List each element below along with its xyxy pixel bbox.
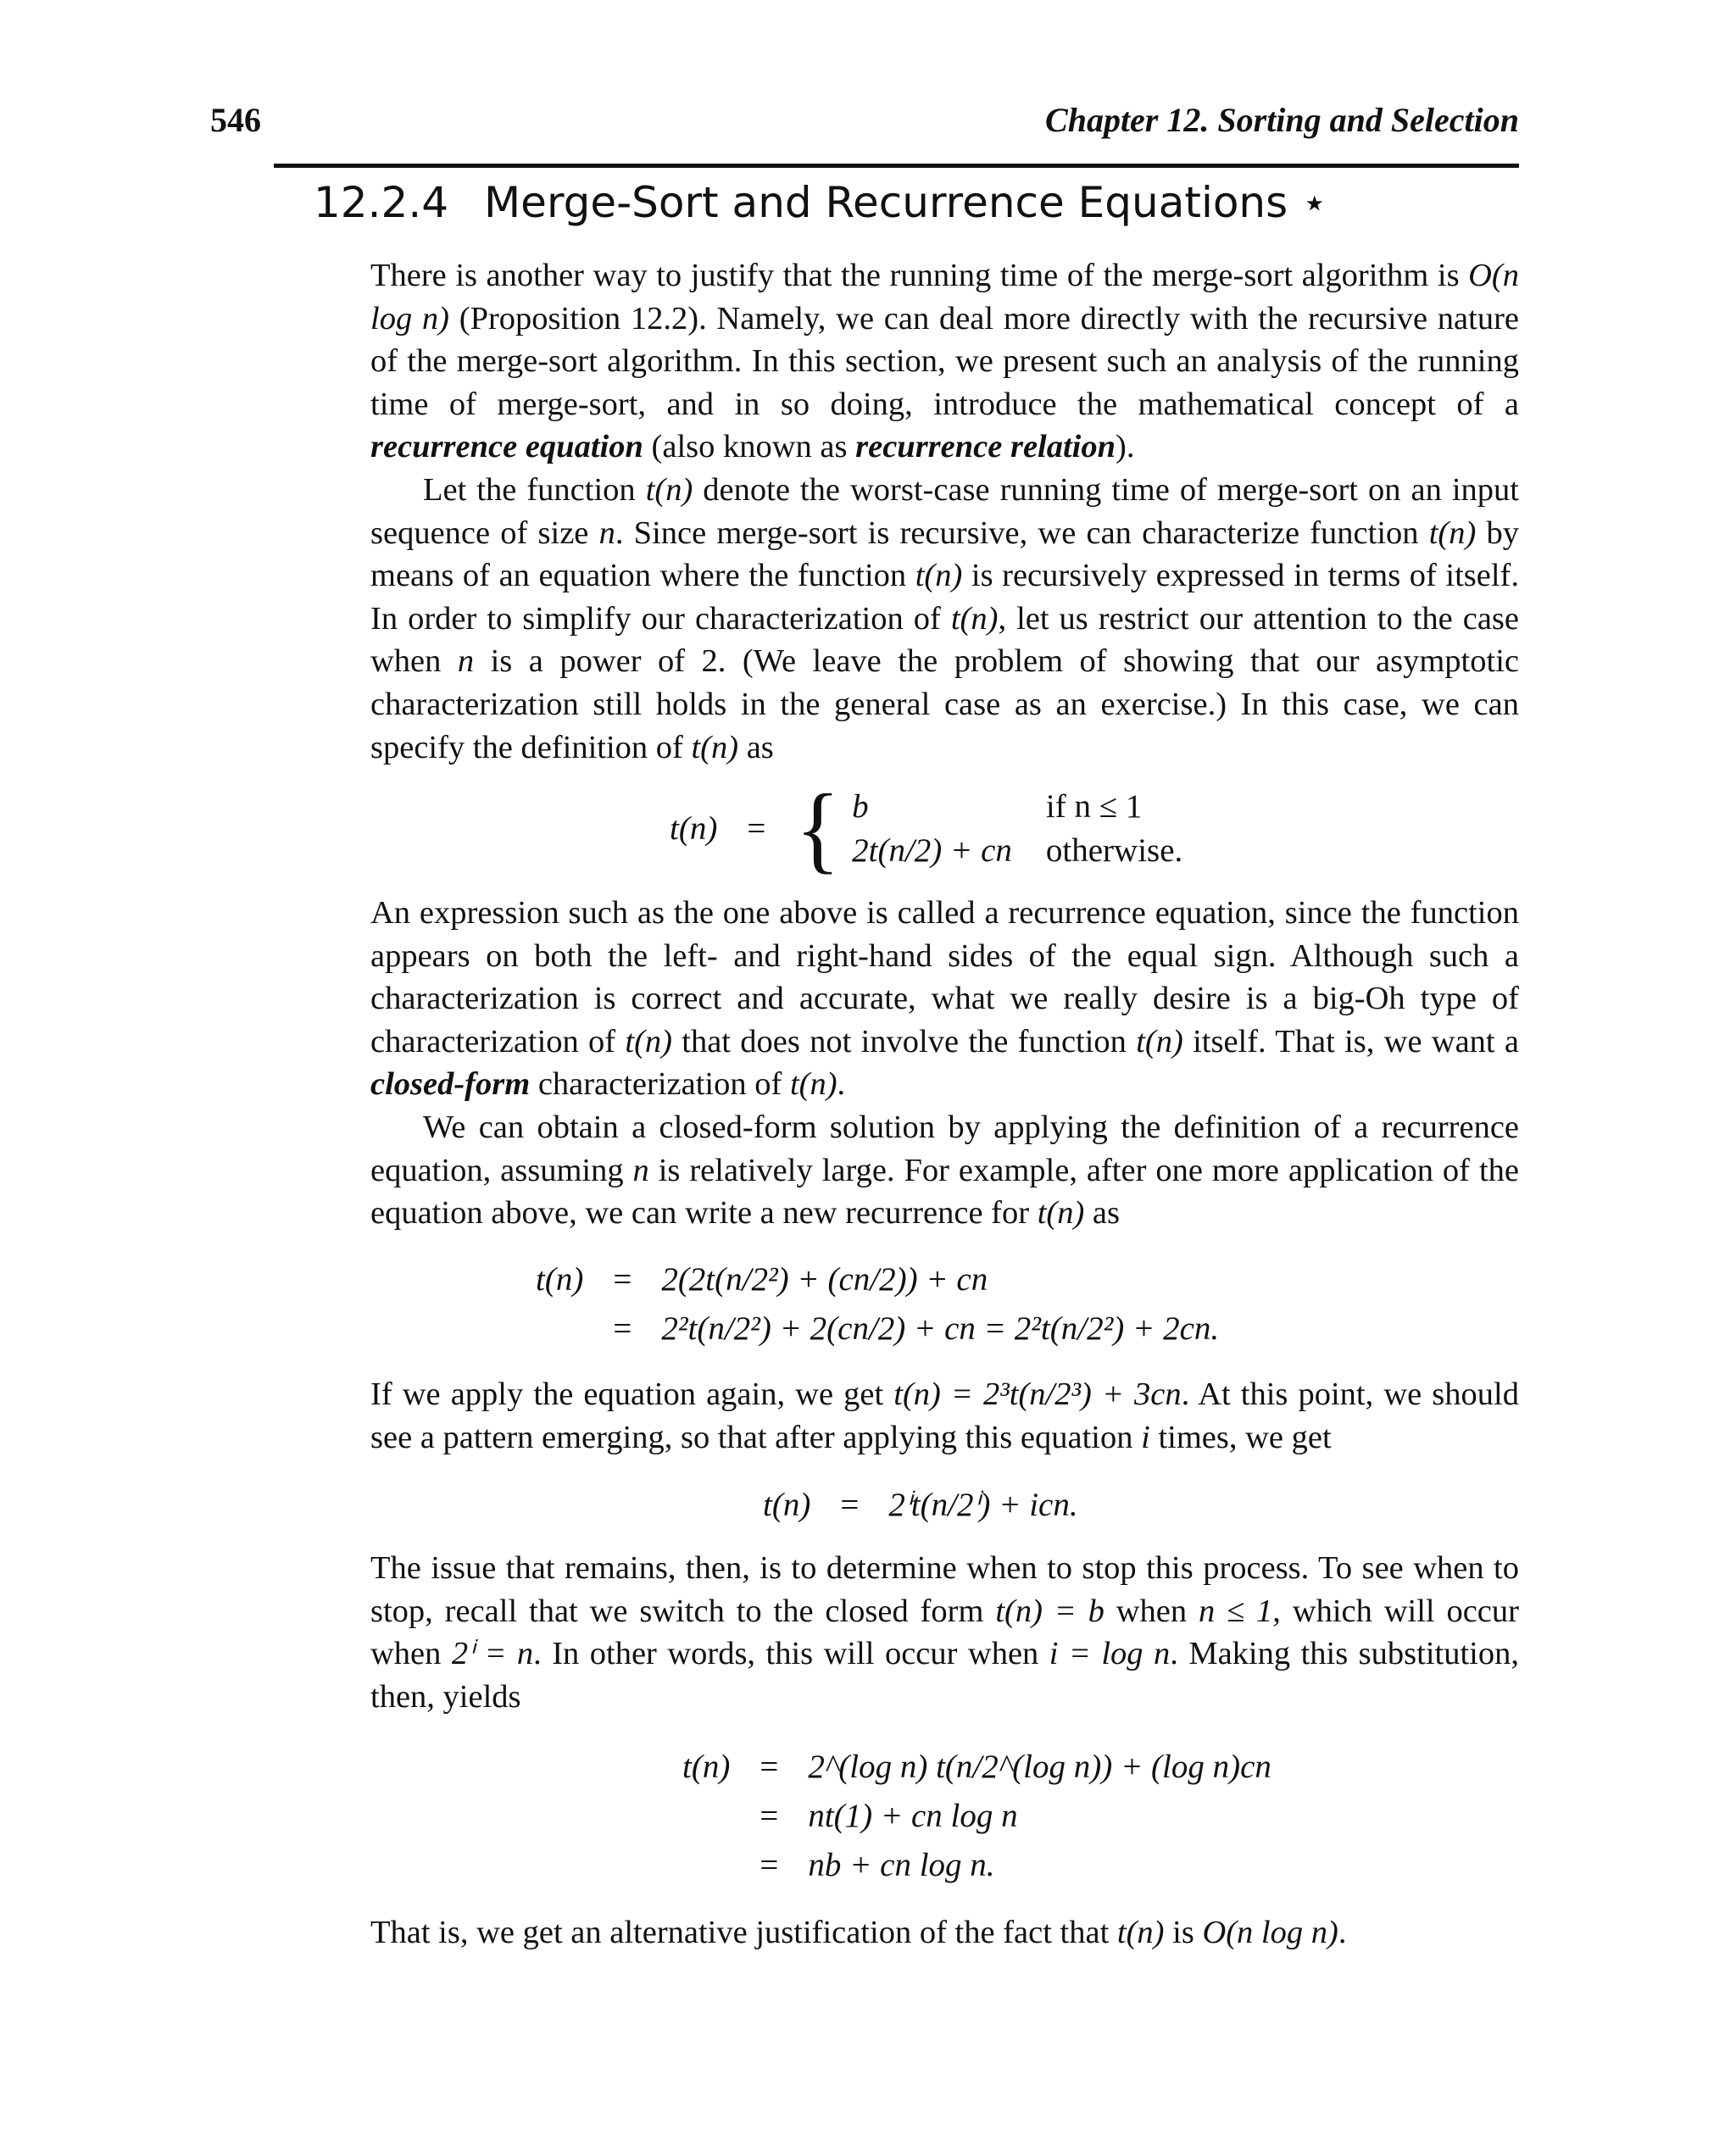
equation-lhs: t(n) <box>670 809 718 847</box>
equation-relation: = <box>760 1748 779 1785</box>
text: is recursively expressed in terms of itself. In order to simplify our characterization of <box>370 558 1519 637</box>
math-inline: t(n) <box>950 600 999 637</box>
text: . Making this substitution, then, yields <box>370 1636 1519 1715</box>
paragraph-1 <box>370 254 1519 769</box>
star-icon: ⋆ <box>1301 178 1328 227</box>
section-heading <box>314 178 1327 227</box>
section-title: Merge-Sort and Recurrence Equations <box>484 178 1288 227</box>
equation-relation: = <box>613 1260 632 1298</box>
text: is relatively large. For example, after one more application of the equation above, we can write a new recurrence for <box>370 1152 1519 1232</box>
equation-rhs: 2ⁱt(n/2ⁱ) + icn. <box>888 1486 1078 1523</box>
equation-relation: = <box>760 1846 779 1883</box>
math-inline: t(n) <box>1428 514 1477 551</box>
text: Let the function <box>423 471 646 508</box>
text: ). <box>1116 429 1135 465</box>
case-2-condition: otherwise. <box>1045 831 1183 869</box>
paragraph-2 <box>370 469 1519 769</box>
math-inline: n <box>632 1152 649 1188</box>
equation-relation: = <box>760 1797 779 1834</box>
math-inline: t(n) = b <box>995 1593 1104 1629</box>
text: There is another way to justify that the running time of the merge-sort algorithm is <box>370 258 1469 293</box>
math-inline: t(n) <box>645 471 693 508</box>
equation-lhs: t(n) <box>682 1748 731 1785</box>
case-1-value: b <box>852 787 869 825</box>
running-header: Chapter 12. Sorting and Selection <box>1045 101 1519 139</box>
page-number: 546 <box>210 101 261 139</box>
text: as <box>1084 1195 1120 1232</box>
equation-piecewise <box>670 773 1183 883</box>
math-inline: t(n) = 2³t(n/2³) + 3cn <box>893 1376 1182 1412</box>
math-inline: t(n) <box>915 558 963 594</box>
math-inline: 2ⁱ = n <box>451 1636 534 1672</box>
text: is <box>1164 1915 1203 1950</box>
equation-relation: = <box>613 1310 632 1347</box>
equation-line-3: nb + cn log n. <box>808 1846 995 1883</box>
equation-relation: = <box>747 809 766 847</box>
brace-symbol: { <box>795 773 841 883</box>
equation-relation: = <box>840 1486 860 1523</box>
section-number: 12.2.4 <box>314 178 449 227</box>
text: , let us restrict our attention to the case when <box>370 600 1519 680</box>
text: times, we get <box>1149 1419 1332 1455</box>
equation-line-2: nt(1) + cn log n <box>808 1797 1018 1834</box>
equation-lhs: t(n) <box>536 1260 584 1298</box>
text: . In other words, this will occur when <box>533 1636 1049 1672</box>
paragraph-3 <box>370 892 1519 1235</box>
equation-line-2: 2²t(n/2²) + 2(cn/2) + cn = 2²t(n/2²) + 2cn. <box>661 1310 1220 1347</box>
text: as <box>738 729 774 765</box>
math-inline: O(n log n) <box>1202 1915 1338 1950</box>
term-recurrence-equation: recurrence equation <box>370 429 643 465</box>
equation-line-1: 2^(log n) t(n/2^(log n)) + (log n)cn <box>808 1748 1271 1785</box>
math-inline: t(n) <box>1116 1915 1165 1950</box>
math-inline: t(n) <box>1037 1195 1085 1232</box>
text: when <box>1104 1593 1199 1629</box>
equation-closed-form <box>682 1742 1271 1889</box>
paragraph-6 <box>370 1547 1519 1718</box>
term-closed-form: closed-form <box>370 1066 531 1103</box>
paragraph-7 <box>370 1911 1519 1955</box>
text: (also known as <box>643 429 856 465</box>
math-inline: O(n log n) <box>370 258 1519 336</box>
term-recurrence-relation: recurrence relation <box>855 429 1116 465</box>
text: . <box>837 1066 846 1103</box>
text: itself. That is, we want a <box>1182 1023 1519 1059</box>
case-1-condition: if n ≤ 1 <box>1045 787 1143 825</box>
text: that does not involve the function <box>672 1023 1137 1059</box>
equation-expansion <box>536 1254 1219 1353</box>
text: characterization of <box>530 1066 790 1103</box>
math-inline: n ≤ 1 <box>1198 1593 1273 1629</box>
math-inline: i <box>1141 1419 1150 1455</box>
equation-line-1: 2(2t(n/2²) + (cn/2)) + cn <box>661 1260 988 1298</box>
text: If we apply the equation again, we get <box>370 1376 894 1412</box>
equation-lhs: t(n) <box>763 1486 811 1523</box>
math-inline: t(n) <box>789 1066 837 1103</box>
paragraph-5 <box>370 1373 1519 1459</box>
case-2-value: 2t(n/2) + cn <box>852 831 1012 869</box>
math-inline: t(n) <box>691 729 739 765</box>
text: (Proposition 12.2). Namely, we can deal more directly with the recursive nature of the merge-sort algorithm. In this section, we present such an analysis of the running time of merge-sort, and in so doing, introduce the mathematical concept of a <box>370 300 1519 422</box>
math-inline: n <box>457 643 475 680</box>
text: by means of an equation where the function <box>370 514 1520 594</box>
text: . Since merge-sort is recursive, we can characterize function <box>615 514 1429 551</box>
paragraph-4 <box>370 1106 1519 1235</box>
text: denote the worst-case running time of merge-sort on an input sequence of size <box>370 471 1519 551</box>
text: We can obtain a closed-form solution by applying the definition of a recurrence equation, assuming <box>370 1109 1519 1188</box>
header-rule <box>274 164 1519 168</box>
text: That is, we get an alternative justification of the fact that <box>370 1915 1117 1950</box>
math-inline: n <box>598 514 615 551</box>
text: The issue that remains, then, is to determine when to stop this process. To see when to stop, recall that we switch to the closed form <box>370 1550 1519 1629</box>
text: , which will occur when <box>370 1593 1519 1672</box>
equation-general <box>763 1480 1078 1529</box>
math-inline: t(n) <box>1136 1023 1183 1059</box>
text: . At this point, we should see a pattern emerging, so that after applying this equation <box>370 1376 1519 1455</box>
text: is a power of 2. (We leave the problem of showing that our asymptotic characterization still holds in the general case as an exercise.) In this case, we can specify the definition of <box>370 643 1519 765</box>
math-inline: t(n) <box>625 1023 672 1059</box>
math-inline: i = log n <box>1049 1636 1171 1672</box>
text: . <box>1338 1915 1347 1950</box>
text: An expression such as the one above is called a recurrence equation, since the function appears on both the left- and right-hand sides of the equal sign. Although such a characterization is correct and accurate, what we really desire is a big-Oh type of characterization of <box>370 895 1519 1059</box>
